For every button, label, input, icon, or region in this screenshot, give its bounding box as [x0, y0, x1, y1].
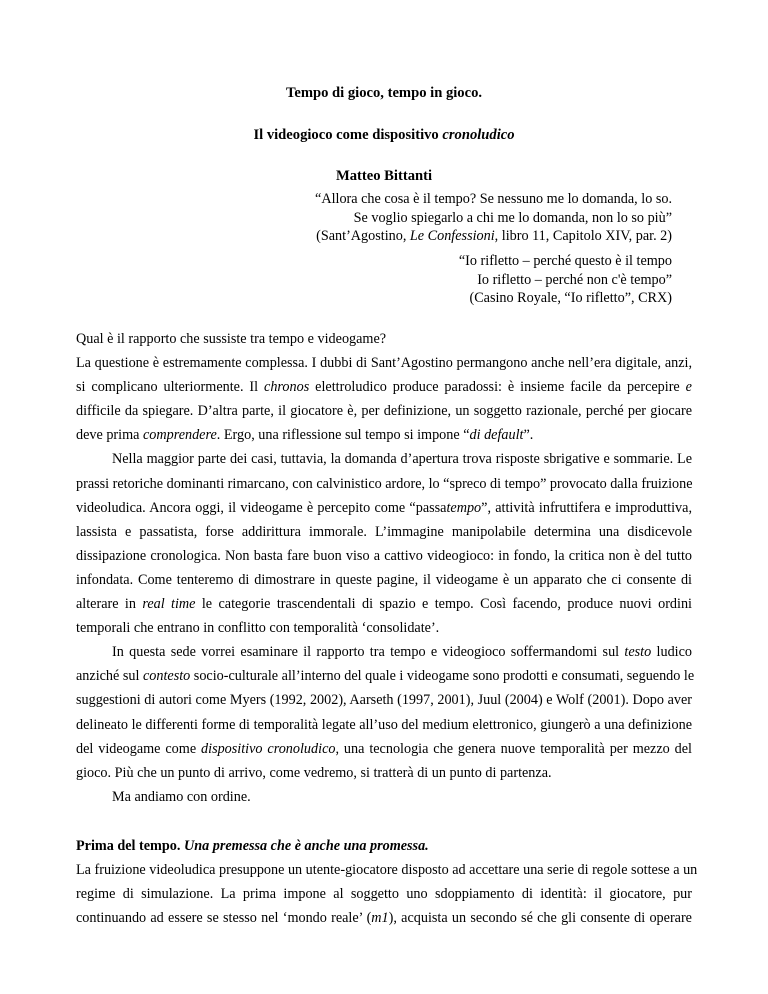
- text-line: [76, 834, 692, 858]
- text-line: Qual è il rapporto che sussiste tra tempo e videogame?: [76, 331, 387, 347]
- text-line: delineato le differenti forme di temporalità legate all’uso del medium elettronico, giungerò a una definizione: [76, 716, 692, 733]
- section-heading: [76, 834, 692, 858]
- epigraph-line: “Io rifletto – perché questo è il tempo: [458, 253, 672, 269]
- text-line: lassista e passatista, forse addirittura immorale. L’immagine manipolabile determina una disdicevole: [76, 523, 692, 540]
- text-span: videoludica. Ancora oggi, il videogame è percepito come “passa: [76, 499, 447, 516]
- epigraph-source-text: , libro 11, Capitolo XIV, par. 2): [494, 228, 672, 244]
- section-heading-bold: Prima del tempo.: [76, 837, 184, 854]
- text-line: regime di simulazione. La prima impone al soggetto uno sdoppiamento di identità: il giocatore, pur: [76, 886, 692, 903]
- text-line: Nella maggior parte dei casi, tuttavia, la domanda d’apertura trova risposte sbrigative e sommarie. Le: [112, 451, 692, 468]
- text-line: suggestioni di autori come Myers (1992, 2002), Aarseth (1997, 2001), Juul (2004) e Wolf (2001). Dopo aver: [76, 692, 692, 709]
- paragraph: [76, 327, 692, 447]
- epigraph-line: Io rifletto – perché non c'è tempo”: [477, 271, 672, 288]
- text-line: [76, 906, 692, 930]
- text-span: elettroludico produce paradossi: è insieme facile da percepire: [309, 379, 686, 396]
- text-line: [76, 737, 692, 761]
- text-line: [76, 375, 692, 399]
- text-line: La fruizione videoludica presuppone un utente-giocatore disposto ad accettare una serie di regole sottese a un: [76, 861, 698, 878]
- epigraph-source: [315, 227, 672, 246]
- text-span: le categorie trascendentali di spazio e tempo. Così facendo, produce nuovi ordini: [195, 596, 692, 613]
- document-author: Matteo Bittanti: [335, 168, 433, 184]
- text-line: Ma andiamo con ordine.: [112, 788, 251, 805]
- epigraph-line: “Allora che cosa è il tempo? Se nessuno me lo domanda, lo so.: [315, 191, 672, 207]
- text-span: deve prima: [76, 427, 143, 444]
- paragraph: [76, 447, 692, 640]
- epigraph-source-text: (Sant’Agostino,: [316, 228, 410, 244]
- document-subtitle: [0, 127, 768, 144]
- document-title: Tempo di gioco, tempo in gioco.: [285, 85, 483, 101]
- subtitle-italic: cronoludico: [442, 127, 515, 143]
- text-line: gioco. Più che un punto di arrivo, come vedremo, si tratterà di un punto di partenza.: [76, 764, 552, 781]
- text-line: [76, 664, 695, 688]
- paragraph: [76, 858, 698, 930]
- text-span: si complicano ulteriormente. Il: [76, 379, 265, 396]
- epigraph-casino-royale: [459, 252, 672, 308]
- text-span: . Ergo, una riflessione sul tempo si impone “: [216, 427, 470, 444]
- text-span: ”, attività infruttifera e improduttiva,: [481, 499, 692, 516]
- text-italic: dispositivo cronoludico: [201, 740, 336, 757]
- subtitle-text: Il videogioco come dispositivo: [253, 127, 443, 143]
- paragraph: [76, 640, 695, 785]
- text-line: [76, 640, 692, 664]
- text-italic: tempo: [446, 499, 482, 516]
- text-span: del videogame come: [76, 740, 202, 757]
- text-line: La questione è estremamente complessa. I dubbi di Sant’Agostino permangono anche nell’era digitale, anzi,: [76, 355, 692, 372]
- text-italic: di default: [469, 427, 524, 444]
- text-line: temporali che entrano in conflitto con temporalità ‘consolidate’.: [76, 620, 440, 637]
- epigraph-line: Se voglio spiegarlo a chi me lo domanda, non lo so più”: [353, 209, 672, 226]
- epigraph-source: (Casino Royale, “Io rifletto”, CRX): [469, 290, 672, 306]
- text-span: ”.: [523, 427, 534, 444]
- text-italic: chronos: [264, 379, 310, 396]
- text-span: socio-culturale all’interno del quale i videogame sono prodotti e consumati, seguendo le: [190, 668, 695, 685]
- text-span: , una tecnologia che genera nuove temporalità per mezzo del: [335, 740, 692, 757]
- text-italic: e: [685, 379, 692, 396]
- section-heading-italic: Una premessa che è anche una promessa.: [183, 837, 429, 854]
- text-line: infondata. Come tenteremo di dimostrare in queste pagine, il videogame è un apparato che ci consente di: [76, 571, 692, 588]
- text-italic: comprendere: [142, 427, 217, 444]
- text-span: continuando ad essere se stesso nel ‘mondo reale’ (: [76, 910, 372, 927]
- text-italic: real time: [142, 596, 196, 613]
- epigraph-augustine: [315, 190, 672, 246]
- text-italic: testo: [624, 644, 652, 661]
- text-span: ), acquista un secondo sé che gli consente di operare: [388, 910, 692, 927]
- body-text: [76, 327, 698, 930]
- text-line: [76, 423, 692, 447]
- text-italic: contesto: [142, 668, 191, 685]
- text-line: prassi retoriche dominanti rimarcano, con calvinistico ardore, lo “spreco di tempo” provocato dalla fruizione: [76, 475, 693, 492]
- paragraph: [76, 785, 692, 809]
- text-line: [76, 496, 692, 520]
- text-italic: m1: [371, 910, 389, 927]
- text-span: anziché sul: [76, 668, 143, 685]
- epigraph-source-italic: Le Confessioni: [409, 228, 495, 244]
- text-span: In questa sede vorrei esaminare il rapporto tra tempo e videogioco soffermandomi sul: [112, 644, 625, 661]
- text-span: alterare in: [76, 596, 143, 613]
- text-line: dissipazione cronologica. Non basta fare buon viso a cattivo videogioco: in fondo, la critica non è del tutto: [76, 547, 692, 564]
- text-span: ludico: [651, 644, 692, 661]
- text-line: difficile da spiegare. D’altra parte, il giocatore è, per definizione, un soggetto razionale, perché per giocare: [76, 403, 692, 420]
- text-line: [76, 592, 692, 616]
